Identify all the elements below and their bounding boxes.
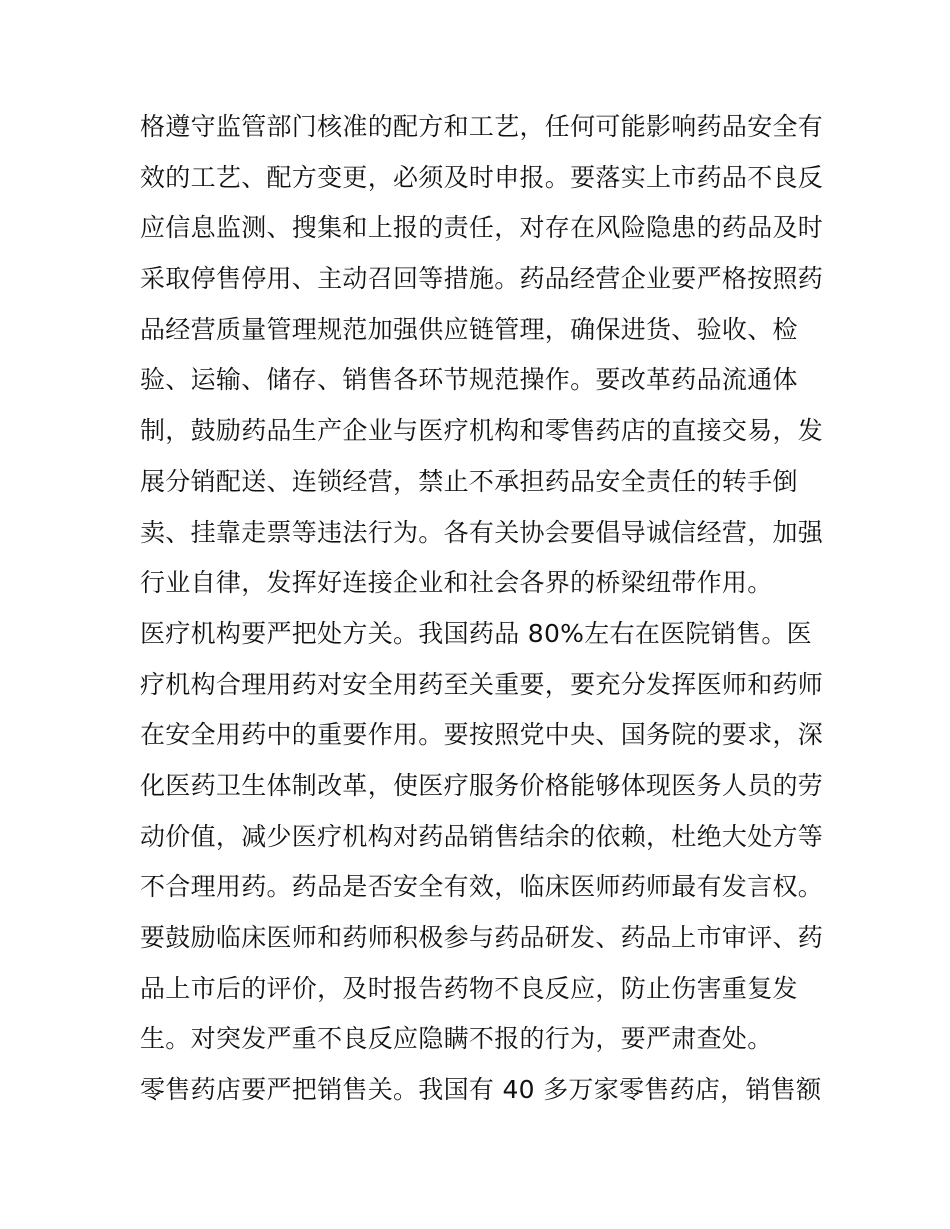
text-line: 制，鼓励药品生产企业与医疗机构和零售药店的直接交易，发 [140, 416, 824, 446]
text-line: 卖、挂靠走票等违法行为。各有关协会要倡导诚信经营，加强 [140, 517, 824, 547]
text-line: 动价值，减少医疗机构对药品销售结余的依赖，杜绝大处方等 [140, 821, 824, 851]
text-line: 零售药店要严把销售关。我国有 40 多万家零售药店，销售额 [140, 1075, 822, 1105]
text-line: 验、运输、储存、销售各环节规范操作。要改革药品流通体 [140, 365, 798, 395]
text-line: 格遵守监管部门核准的配方和工艺，任何可能影响药品安全有 [140, 112, 824, 141]
text-line: 医疗机构要严把处方关。我国药品 80%左右在医院销售。医 [140, 618, 812, 648]
text-line: 不合理用药。药品是否安全有效，临床医师药师最有发言权。 [140, 872, 824, 902]
text-line: 展分销配送、连锁经营，禁止不承担药品安全责任的转手倒 [140, 466, 798, 496]
text-line: 效的工艺、配方变更，必须及时申报。要落实上市药品不良反 [140, 162, 824, 192]
text-line: 在安全用药中的重要作用。要按照党中央、国务院的要求，深 [140, 720, 824, 750]
text-line: 应信息监测、搜集和上报的责任，对存在风险隐患的药品及时 [140, 213, 824, 243]
text-line: 品上市后的评价，及时报告药物不良反应，防止伤害重复发 [140, 973, 798, 1003]
text-line: 生。对突发严重不良反应隐瞒不报的行为，要严肃查处。 [140, 1024, 773, 1054]
text-line: 疗机构合理用药对安全用药至关重要，要充分发挥医师和药师 [140, 669, 824, 699]
text-line: 品经营质量管理规范加强供应链管理，确保进货、验收、检 [140, 314, 798, 344]
document-body-text [140, 102, 824, 1116]
text-line: 要鼓励临床医师和药师积极参与药品研发、药品上市审评、药 [140, 923, 824, 952]
text-line: 行业自律，发挥好连接企业和社会各界的桥梁纽带作用。 [140, 568, 773, 598]
text-line: 采取停售停用、主动召回等措施。药品经营企业要严格按照药 [140, 264, 824, 294]
text-line: 化医药卫生体制改革，使医疗服务价格能够体现医务人员的劳 [140, 770, 824, 800]
